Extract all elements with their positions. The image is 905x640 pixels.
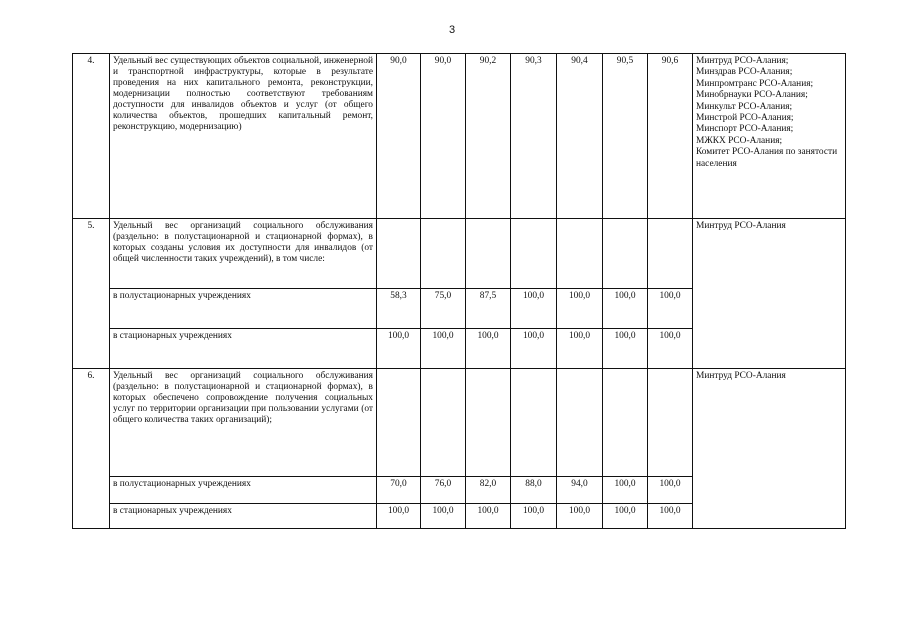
value-cell: 90,3	[511, 54, 557, 219]
row-number: 5.	[73, 219, 110, 369]
value-cell: 82,0	[466, 477, 511, 504]
value-cell: 76,0	[421, 477, 466, 504]
value-cell: 100,0	[511, 289, 557, 329]
agency-line: Минстрой РСО-Алания;	[696, 113, 794, 124]
agency-line: Минздрав РСО-Алания;	[696, 67, 793, 78]
agency-line: Комитет РСО-Алания по занятости населения	[696, 147, 838, 169]
value-cell: 90,2	[466, 54, 511, 219]
value-cell: 100,0	[377, 504, 421, 529]
value-cell: 100,0	[557, 329, 603, 369]
indicator-description: Удельный вес организаций социального обслуживания (раздельно: в полустационарной и стационарной формах), в которых обеспечено сопровождение получения социальных услуг по территории организации при пользовании услугами (от общего количества таких организаций);	[110, 369, 377, 477]
responsible-agencies: Минтруд РСО-Алания	[693, 219, 846, 369]
sub-indicator-label: в полустационарных учреждениях	[110, 477, 377, 504]
value-cell: 90,0	[377, 54, 421, 219]
value-cell: 100,0	[603, 329, 648, 369]
value-cell: 100,0	[421, 329, 466, 369]
sub-indicator-label: в стационарных учреждениях	[110, 504, 377, 529]
value-cell: 100,0	[648, 289, 693, 329]
table-row	[73, 219, 846, 289]
row-number: 6.	[73, 369, 110, 529]
agency-line: Минспорт РСО-Алания;	[696, 124, 794, 135]
indicator-description: Удельный вес существующих объектов социальной, инженерной и транспортной инфраструктуры, которые в результате проведения на них капитального ремонта, реконструкции, модернизации полностью соответствуют требованиям доступности для инвалидов объектов и услуг (от общего количества объектов, прошедших капитальный ремонт, реконструкцию, модернизацию)	[110, 54, 377, 219]
agency-line: МЖКХ РСО-Алания;	[696, 135, 783, 146]
agency-line: Минпромтранс РСО-Алания;	[696, 78, 814, 89]
value-cell: 100,0	[648, 477, 693, 504]
responsible-agencies: Минтруд РСО-Алания	[693, 369, 846, 529]
indicators-table	[72, 53, 846, 529]
value-cell: 100,0	[511, 504, 557, 529]
value-cell: 100,0	[466, 504, 511, 529]
value-cell: 100,0	[377, 329, 421, 369]
indicator-description: Удельный вес организаций социального обслуживания (раздельно: в полустационарной и стационарной формах), в которых созданы условия их доступности для инвалидов (от общей численности таких учреждений), в том числе:	[110, 219, 377, 289]
value-cell: 75,0	[421, 289, 466, 329]
value-cell: 88,0	[511, 477, 557, 504]
value-cell: 100,0	[603, 289, 648, 329]
table-row	[73, 369, 846, 477]
table-row	[73, 54, 846, 219]
value-cell: 90,6	[648, 54, 693, 219]
value-cell: 90,5	[603, 54, 648, 219]
value-cell: 58,3	[377, 289, 421, 329]
page-number: 3	[449, 24, 456, 36]
value-cell: 100,0	[511, 329, 557, 369]
value-cell: 100,0	[648, 504, 693, 529]
agency-line: Минобрнауки РСО-Алания;	[696, 90, 808, 101]
value-cell: 100,0	[648, 329, 693, 369]
sub-indicator-label: в стационарных учреждениях	[110, 329, 377, 369]
agency-line: Минтруд РСО-Алания;	[696, 56, 789, 66]
value-cell: 100,0	[603, 504, 648, 529]
value-cell: 94,0	[557, 477, 603, 504]
row-number: 4.	[73, 54, 110, 219]
value-cell: 100,0	[466, 329, 511, 369]
value-cell: 70,0	[377, 477, 421, 504]
value-cell: 90,0	[421, 54, 466, 219]
responsible-agencies	[693, 54, 846, 219]
value-cell: 100,0	[603, 477, 648, 504]
value-cell: 100,0	[421, 504, 466, 529]
value-cell: 90,4	[557, 54, 603, 219]
agency-line: Минкульт РСО-Алания;	[696, 101, 793, 112]
value-cell: 100,0	[557, 289, 603, 329]
value-cell: 87,5	[466, 289, 511, 329]
value-cell: 100,0	[557, 504, 603, 529]
sub-indicator-label: в полустационарных учреждениях	[110, 289, 377, 329]
